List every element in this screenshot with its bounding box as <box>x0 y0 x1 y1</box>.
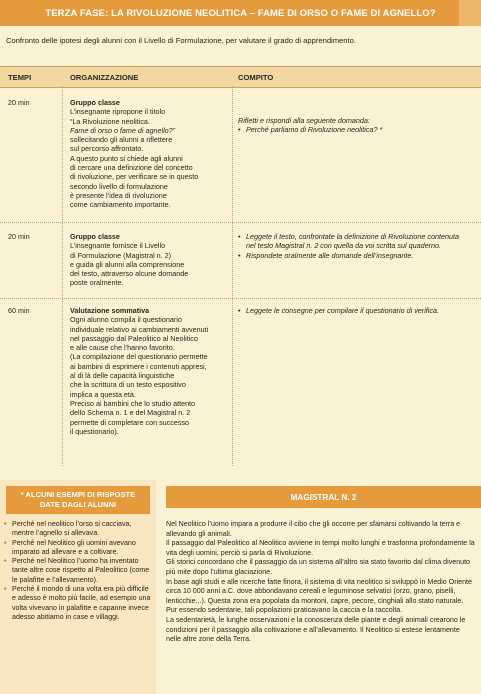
org-line: nel passaggio dal Paleolitico al Neolitico <box>70 333 198 343</box>
magistral-box <box>166 480 481 694</box>
org-line: al di là delle capacità linguistiche <box>70 371 175 381</box>
list-item: • Perché nel Neolitico l’uomo ha inventato tante altre cose rispetto al Paleolitico (come le palafitte e l’allevamento). <box>4 557 154 585</box>
magistral-title: MAGISTRAL N. 2 <box>166 486 481 508</box>
org-line: ai bambini di esprimere i contenuti appresi, <box>70 361 207 371</box>
row-divider <box>0 298 481 299</box>
org-heading: Gruppo classe <box>70 98 120 107</box>
org-line: implica a questa età. <box>70 389 136 399</box>
org-heading: Valutazione sommativa <box>70 306 150 315</box>
org-line: di rivoluzione, per verificare se in questo <box>70 172 199 182</box>
org-line: A questo punto si chiede agli alunni <box>70 153 183 163</box>
org-line: permette di completare con successo <box>70 417 190 427</box>
row-organization <box>70 98 230 210</box>
org-line: il questionario). <box>70 426 119 436</box>
org-line: sollecitando gli alunni a riflettere <box>70 135 173 145</box>
student-answers-box <box>0 480 156 694</box>
org-line: è presente l’idea di rivoluzione <box>70 190 167 200</box>
magistral-paragraph: Gli storici concordano che il passaggio da un sistema all’altro sia stato favorito dal clima divenuto più mite dopo l’ultima glaciazione. <box>166 558 471 576</box>
row-organization <box>70 306 230 436</box>
org-line: Ogni alunno compila il questionario <box>70 315 182 325</box>
org-line: di Formulazione (Magistral n. 2) <box>70 250 172 260</box>
org-line: L’insegnante fornisce il Livello <box>70 241 166 251</box>
task-item: • Leggete il testo, confrontate la definizione di Rivoluzione contenuta nel testo Magistral n. 2 con quella da voi scritta sul quaderno. <box>238 232 470 251</box>
org-line: Preciso ai bambini che lo studio attento <box>70 398 196 408</box>
row-time: 20 min <box>8 98 30 107</box>
list-item: • Perché il mondo di una volta era più difficile e adesso è molto più facile, ad esempio una volta vivevano in palafitte e capanne invece adesso abitiamo in case e villaggi. <box>4 585 154 622</box>
row-task <box>238 306 470 315</box>
list-item: • Perché nel Neolitico gli uomini avevano imparato ad allevare e a coltivare. <box>4 539 154 558</box>
org-line: (La compilazione del questionario permette <box>70 352 208 362</box>
student-answers-title-line: * ALCUNI ESEMPI DI RISPOSTE <box>20 490 136 499</box>
phase-title-bar <box>0 0 481 26</box>
student-answers-title <box>6 486 150 514</box>
org-heading: Gruppo classe <box>70 232 120 241</box>
org-line: individuale relativo ai cambiamenti avvenuti <box>70 324 209 334</box>
row-time: 60 min <box>8 306 30 315</box>
row-divider <box>0 222 481 223</box>
magistral-text <box>166 520 476 645</box>
org-line: poste oralmente. <box>70 278 124 288</box>
row-organization <box>70 232 230 288</box>
column-rule <box>62 86 63 466</box>
student-answers-title-line: DATE DAGLI ALUNNI <box>39 500 117 509</box>
org-line: e guida gli alunni alla comprensione <box>70 259 185 269</box>
magistral-paragraph: Il passaggio dal Paleolitico al Neolitico avviene in tempi molto lunghi e trasforma profondamente la vita degli uomini, perciò si parla di Rivoluzione. <box>166 539 475 557</box>
row-task <box>238 232 470 260</box>
task-lead: Rifletti e rispondi alla seguente domanda: <box>238 116 370 125</box>
org-line: che la scrittura di un testo espositivo <box>70 380 186 390</box>
org-line: sul percorso affrontato. <box>70 144 144 154</box>
org-line: secondo livello di formulazione <box>70 181 168 191</box>
magistral-paragraph: Nel Neolitico l’uomo impara a produrre il cibo che gli occorre per sfamarsi coltivando la terra e allevando gli animali. <box>166 520 461 538</box>
column-rule <box>232 86 233 466</box>
org-line: del testo, attraverso alcune domande <box>70 269 189 279</box>
task-list <box>238 125 470 134</box>
row-task <box>238 116 470 135</box>
list-item: • Perché nel neolitico l’orso si cacciava, mentre l’agnello si allevava. <box>4 520 154 539</box>
row-time: 20 min <box>8 232 30 241</box>
org-line: di cercare una definizione del concetto <box>70 163 193 173</box>
intro-text: Confronto delle ipotesi degli alunni con il Livello di Formulazione, per valutare il grado di apprendimento. <box>6 36 356 45</box>
task-list <box>238 306 470 315</box>
student-answers-list <box>4 520 154 622</box>
col-organizzazione: ORGANIZZAZIONE <box>70 73 139 82</box>
org-line: e alle cause che l’hanno favorito. <box>70 343 175 353</box>
col-tempi: TEMPI <box>8 73 32 82</box>
phase-title: TERZA FASE: LA RIVOLUZIONE NEOLITICA – FAME DI ORSO O FAME DI AGNELLO? <box>45 7 436 19</box>
table-header <box>0 66 481 88</box>
org-line: dello Schema n. 1 e del Magistral n. 2 <box>70 408 191 418</box>
org-line: “La Rivoluzione neolitica. <box>70 116 150 126</box>
col-compito: COMPITO <box>238 73 274 82</box>
magistral-paragraph: La sedentarietà, le lunghe osservazioni e la conoscenza delle piante e degli animali crearono le condizioni per il passaggio alla coltivazione e all’allevamento. Il Neolitico si estese lentamente nelle altre zone della Terra. <box>166 615 466 644</box>
title-bar-tail <box>459 0 481 26</box>
org-line: come cambiamento importante. <box>70 200 171 210</box>
task-item: • Leggete le consegne per compilare il questionario di verifica. <box>238 306 470 315</box>
magistral-paragraph: In base agli studi e alle ricerche fatte finora, il sistema di vita neolitico si sviluppò in Medio Oriente circa 10 000 anni a.C. dove abbondavano cereali e leguminose selvatici (orzo, grano, piselli, lenticchie...). Questa zona era popolata da montoni, capre, pecore, cinghiali allo stato naturale. Pur essendo sedentarie, tali popolazioni praticavano la caccia e la raccolta. <box>166 577 472 615</box>
org-line: Fame di orso o fame di agnello?” <box>70 125 176 135</box>
task-list <box>238 232 470 260</box>
task-item: • Perché parliamo di Rivoluzione neolitica? * <box>238 125 470 134</box>
task-item: • Rispondete oralmente alle domande dell’insegnante. <box>238 251 470 260</box>
org-line: L’insegnante ripropone il titolo <box>70 107 166 117</box>
